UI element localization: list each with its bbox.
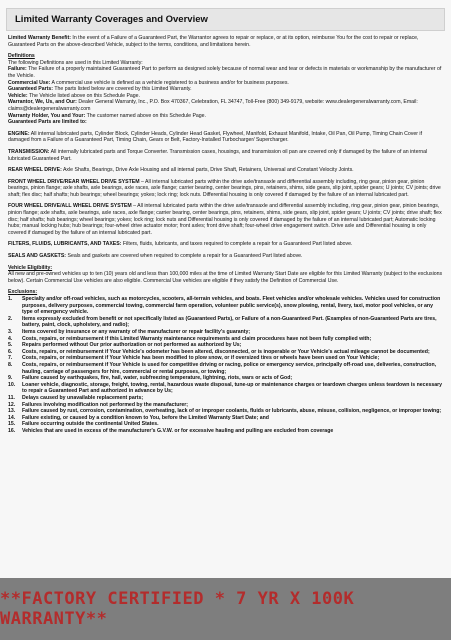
exclusion-item <box>8 316 443 329</box>
exclusion-number: 11. <box>8 394 15 401</box>
eligibility-heading: Vehicle Eligibility: <box>8 264 53 271</box>
definition-text: The parts listed below are covered by this Limited Warranty. <box>54 86 192 93</box>
exclusion-number: 7. <box>8 355 13 362</box>
exclusion-item <box>8 349 443 356</box>
definitions-list <box>8 66 443 125</box>
exclusion-item <box>8 355 443 362</box>
definition-term: Vehicle: <box>8 92 28 99</box>
exclusion-text: Costs, repairs, or reimbursement if Your Vehicle is used for competitive driving or racing, police or emergency service, principally off-road use, deliveries, construction, hauling, carriage of passengers for hire, commercial or rental purposes, or towing; <box>22 361 437 375</box>
exclusion-item <box>8 415 443 422</box>
coverage-section-text: Filters, fluids, lubricants, and taxes required to complete a repair for a Guaranteed Part listed above. <box>122 241 353 248</box>
definition-item <box>8 113 443 120</box>
coverage-section-label: ENGINE: <box>8 130 30 137</box>
definitions-heading: Definitions <box>8 53 35 60</box>
definition-text: The Failure of a properly maintained Guaranteed Part to perform as designed solely because of normal wear and tear or defects in materials or workmanship by the manufacturer of the Vehicle. <box>8 66 442 79</box>
definition-text: The customer named above on this Schedule Page. <box>86 112 206 119</box>
definition-item <box>8 99 443 112</box>
exclusion-text: Loaner vehicle, diagnostic, storage, freight, towing, rental, hazardous waste disposal, tune-up or maintenance charges or teardown charges unless teardown is necessary to repair a Guaranteed Part and authorized in advance by Us; <box>22 381 443 395</box>
exclusion-number: 9. <box>8 375 13 382</box>
exclusion-item <box>8 336 443 343</box>
definition-term: Warrantor, We, Us, and Our: <box>8 99 77 106</box>
definition-text: A commercial use vehicle is defined as a vehicle registered to a business and/or for business purposes. <box>51 79 289 86</box>
document-body <box>0 31 451 434</box>
exclusion-number: 15. <box>8 421 16 428</box>
coverage-sections <box>8 131 443 260</box>
warranty-banner-text: **FACTORY CERTIFIED * 7 YR X 100K WARRANTY** <box>0 589 355 629</box>
exclusion-text: Failure caused by rust, corrosion, contamination, overheating, lack of or improper coolants, fluids or lubricants, abuse, misuse, collision, negligence, or improper towing; <box>22 408 442 415</box>
definition-term: Commercial Use: <box>8 79 51 86</box>
definition-text: The Vehicle listed above on this Schedule Page. <box>28 92 140 99</box>
exclusion-number: 4. <box>8 335 13 342</box>
definition-term: Failure: <box>8 66 27 73</box>
exclusion-number: 14. <box>8 414 16 421</box>
exclusion-item <box>8 375 443 382</box>
coverage-section-text: Seals and gaskets are covered when required to complete a repair for a Guaranteed Part listed above. <box>67 253 303 260</box>
coverage-section-label: FILTERS, FLUIDS, LUBRICANTS, AND TAXES: <box>8 241 122 248</box>
exclusion-text: Costs, repairs, or reimbursement if Your Vehicle has been modified to plow snow, or if oversized tires or wheels have been used on Your Vehicle; <box>22 355 380 362</box>
exclusion-text: Vehicles that are used in excess of the manufacturer's G.V.W. or for excessive hauling and pulling are excluded from coverage <box>22 427 334 434</box>
exclusion-item <box>8 421 443 428</box>
benefit-label: Limited Warranty Benefit: <box>8 35 71 41</box>
exclusion-number: 13. <box>8 408 16 415</box>
definition-item <box>8 119 443 126</box>
benefit-text: In the event of a Failure of a Guaranteed Part, the Warrantor agrees to repair or replace, or at its option, reimburse You for the cost to repair or replace, Guaranteed Parts on the above-described Vehicle, subject to the terms, conditions, and limitations herein. <box>8 35 419 48</box>
exclusion-text: Costs, repairs, or reimbursement if this Limited Warranty maintenance requirements and claim procedures have not been fully complied with; <box>22 335 372 342</box>
benefit-paragraph <box>8 35 443 48</box>
warranty-banner <box>0 578 451 640</box>
definition-item <box>8 86 443 93</box>
exclusion-number: 6. <box>8 348 13 355</box>
exclusion-text: Items expressly excluded from benefit or not specifically listed as (Guaranteed Parts), or Failure of a non-Guaranteed Part. (Examples of non-Guaranteed Parts are tires, battery, paint, clock, upholstery, and radio); <box>22 315 437 329</box>
exclusion-text: Failure existing, or caused by a condition known to You, before the Limited Warranty Start Date; and <box>22 414 269 421</box>
coverage-section <box>8 253 443 260</box>
coverage-section-text: – All internal lubricated parts within the drive axle/transaxle and differential assembly including, ring gear, pinion gear, pinion bearings, pinion flange; axle shafts, axle bearings, axle races, axle flange; carrier bearing, center bearings, pins, retainers, shims, side gears, slip joint, spider gears; U joints; CV joints; drive shaft; flex disc; half shafts; hub bearings; wheel bearings; yokes; lock ring; lock nuts and Differential housing is only covered if damaged by the failure of an internal lubricated part; Automatic locking hubs; manual locking hubs; hub bearings; four-wheel drive actuator motor; front axles; front drive shaft; four-wheel drive engagement switch. Drive axle and Differential housing is only covered if damaged by the failure of an internal lubricated part. <box>8 203 442 236</box>
exclusion-text: Delays caused by unavailable replacement parts; <box>22 394 144 401</box>
definition-term: Warranty Holder, You and Your: <box>8 112 86 119</box>
exclusion-text: Costs, repairs, or reimbursement if Your Vehicle's odometer has been altered, disconnected, or is inoperable or Your Vehicle's actual mileage cannot be documented; <box>22 348 430 355</box>
coverage-section-label: TRANSMISSION: <box>8 148 50 155</box>
coverage-section <box>8 167 443 174</box>
exclusion-item <box>8 408 443 415</box>
exclusions-heading: Exclusions: <box>8 289 38 296</box>
exclusion-item <box>8 342 443 349</box>
definition-term: Guaranteed Parts are limited to: <box>8 119 87 126</box>
definition-text: Dealer General Warranty, Inc., P.O. Box 470367, Celebration, FL 34747, Toll-Free (800) 349-9179, website: www.dealergeneralwarranty.com, Email: claims@dealergeneralwarranty.com <box>8 99 418 112</box>
eligibility-text: All new and pre-owned vehicles up to ten (10) years old and less than 100,000 miles at the time of Limited Warranty Start Date are eligible for this Limited Warranty (subject to the exclusions below). Certain Commercial Use vehicles are also eligible. Commercial Use vehicles are eligible if they satisfy the Definition of Commercial Use. <box>8 271 443 284</box>
exclusion-item <box>8 329 443 336</box>
exclusion-number: 12. <box>8 401 16 408</box>
definition-item <box>8 66 443 79</box>
coverage-section-label: FOUR WHEEL DRIVE/ALL WHEEL DRIVE SYSTEM <box>8 203 132 210</box>
exclusion-number: 1. <box>8 296 13 302</box>
coverage-section <box>8 149 443 162</box>
exclusion-text: Failure caused by earthquakes, fire, hail, water, subfreezing temperature, lightning, riots, wars or acts of God; <box>22 375 293 382</box>
coverage-section-text: All internally lubricated parts and Torque Converter. Transmission cases, housings, and transmission oil pan are covered only if damaged by the failure of an internal lubricated Guaranteed Part. <box>8 148 428 162</box>
exclusions-list <box>8 296 443 434</box>
document-title: Limited Warranty Coverages and Overview <box>6 8 445 31</box>
coverage-section-text: All internal lubricated parts, Cylinder Block, Cylinder Heads, Cylinder Head Gasket, Flywheel, Manifold, Exhaust Manifold, Intake, Oil Pan, Oil Pump, Timing Chain Cover if damaged from a Failure of a Guaranteed Part, Timing Chain, Gears or Belt, Factory-Installed Turbocharger/ Supercharger. <box>8 130 423 144</box>
exclusion-text: Failures involving modification not performed by the manufacturer; <box>22 401 189 408</box>
exclusion-text: Failure occurring outside the continental United States. <box>22 421 159 428</box>
coverage-section-text: Axle Shafts, Bearings, Drive Axle Housing and all internal parts, Drive Shaft, Retainers, Universal and Constant Velocity Joints. <box>62 167 354 174</box>
definitions-intro: The following Definitions are used in this Limited Warranty: <box>8 59 143 66</box>
coverage-section-text: – All internal lubricated parts within the drive axle/transaxle and differential assembly including, ring gear, pinion gear, pinion bearings, pinion flange; axle shafts, axle bearings, axle races, axle flange; carrier bearing, center bearings, pins, retainers, shims, side gears, slip joint, spider gears; U joints; CV joints; drive shaft; flex disc; half shafts; hub bearings; wheel bearings; yokes; lock ring; lock nuts. Differential housing is only covered if damaged by the failure of an internal lubricated part. <box>8 178 441 198</box>
coverage-section-label: FRONT WHEEL DRIVE/REAR WHEEL DRIVE SYSTEM <box>8 178 140 185</box>
exclusion-number: 3. <box>8 328 13 335</box>
exclusion-item <box>8 382 443 395</box>
exclusion-text: Specialty and/or off-road vehicles, such as motorcycles, scooters, all-terrain vehicles, and boats. Fleet vehicles and/or wholesale vehicles. Vehicles used for construction purposes, delivery purposes, commercial towing, commercial farm operation, volunteer public service(s), snow plowing, rental, livery, taxi, motor pool vehicles, or any type of emergency vehicle. <box>22 296 441 316</box>
coverage-section <box>8 179 443 199</box>
exclusion-item <box>8 428 443 435</box>
coverage-section-label: SEALS AND GASKETS: <box>8 253 67 260</box>
exclusion-number: 5. <box>8 342 13 349</box>
exclusion-item <box>8 402 443 409</box>
exclusion-number: 8. <box>8 361 13 368</box>
exclusion-item <box>8 296 443 316</box>
definition-term: Guaranteed Parts: <box>8 86 53 93</box>
exclusion-number: 2. <box>8 315 13 322</box>
exclusion-number: 16. <box>8 427 16 434</box>
coverage-section-label: REAR WHEEL DRIVE: <box>8 167 62 174</box>
exclusion-item <box>8 395 443 402</box>
definition-item <box>8 93 443 100</box>
coverage-section <box>8 241 443 248</box>
exclusion-item <box>8 362 443 375</box>
coverage-section <box>8 203 443 236</box>
exclusion-text: Repairs performed without Our prior authorization or not performed as authorized by Us; <box>22 342 242 349</box>
exclusion-text: Items covered by insurance or any warranty of the manufacturer or repair facility's guaranty; <box>22 328 251 335</box>
definition-item <box>8 80 443 87</box>
exclusion-number: 10. <box>8 381 16 388</box>
coverage-section <box>8 131 443 144</box>
